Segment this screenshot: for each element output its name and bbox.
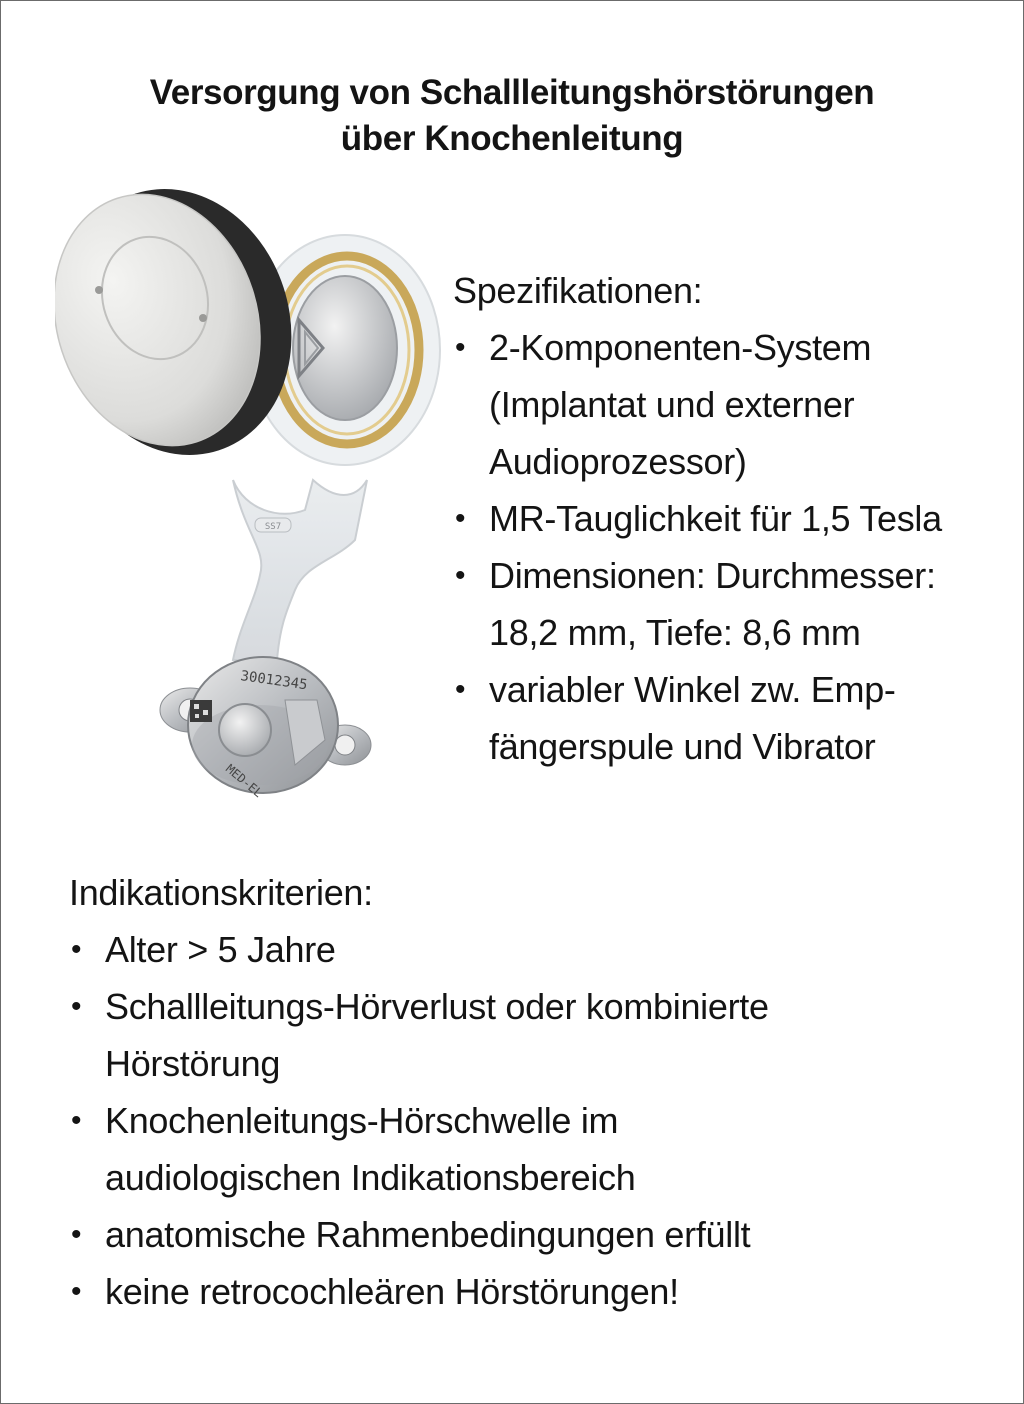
implant-illustration bbox=[55, 180, 445, 830]
title-line-1: Versorgung von Schallleitungshörstörungen bbox=[149, 73, 875, 112]
transition-lead bbox=[233, 480, 367, 660]
qr-code bbox=[190, 700, 212, 722]
page-title bbox=[0, 70, 1024, 162]
vibrator-center-disk bbox=[219, 704, 271, 756]
list-item: • variabler Winkel zw. Emp- fängerspule und Vibrator bbox=[453, 661, 1013, 775]
indication-list bbox=[69, 921, 999, 1320]
list-item: • keine retrocochleären Hörstörungen! bbox=[69, 1263, 999, 1320]
title-line-2: über Knochenleitung bbox=[340, 119, 684, 158]
list-item: • 2-Komponenten-System (Implantat und externer Audioprozessor) bbox=[453, 319, 1013, 490]
indication-heading: Indikationskriterien: bbox=[69, 872, 373, 913]
indication-block bbox=[69, 864, 999, 1320]
list-item: • MR-Tauglichkeit für 1,5 Tesla bbox=[453, 490, 1013, 547]
list-item: • Schallleitungs-Hörverlust oder kombinierte Hörstörung bbox=[69, 978, 999, 1092]
specifications-heading: Spezifikationen: bbox=[453, 270, 703, 311]
list-item: • anatomische Rahmenbedingungen erfüllt bbox=[69, 1206, 999, 1263]
svg-text:SS7: SS7 bbox=[264, 522, 282, 532]
list-item: • Knochenleitungs-Hörschwelle im audiologischen Indikationsbereich bbox=[69, 1092, 999, 1206]
audio-processor bbox=[55, 180, 292, 473]
implant-svg bbox=[55, 180, 445, 830]
vibrator bbox=[160, 657, 371, 800]
specifications-list bbox=[453, 319, 1013, 775]
specifications-block bbox=[453, 262, 1013, 775]
serial-number: 30012345 bbox=[239, 668, 309, 694]
magnet-disk bbox=[293, 276, 397, 420]
list-item: • Dimensionen: Durchmesser: 18,2 mm, Tiefe: 8,6 mm bbox=[453, 547, 1013, 661]
list-item: • Alter > 5 Jahre bbox=[69, 921, 999, 978]
brand-engraving: MED-EL bbox=[223, 761, 266, 801]
